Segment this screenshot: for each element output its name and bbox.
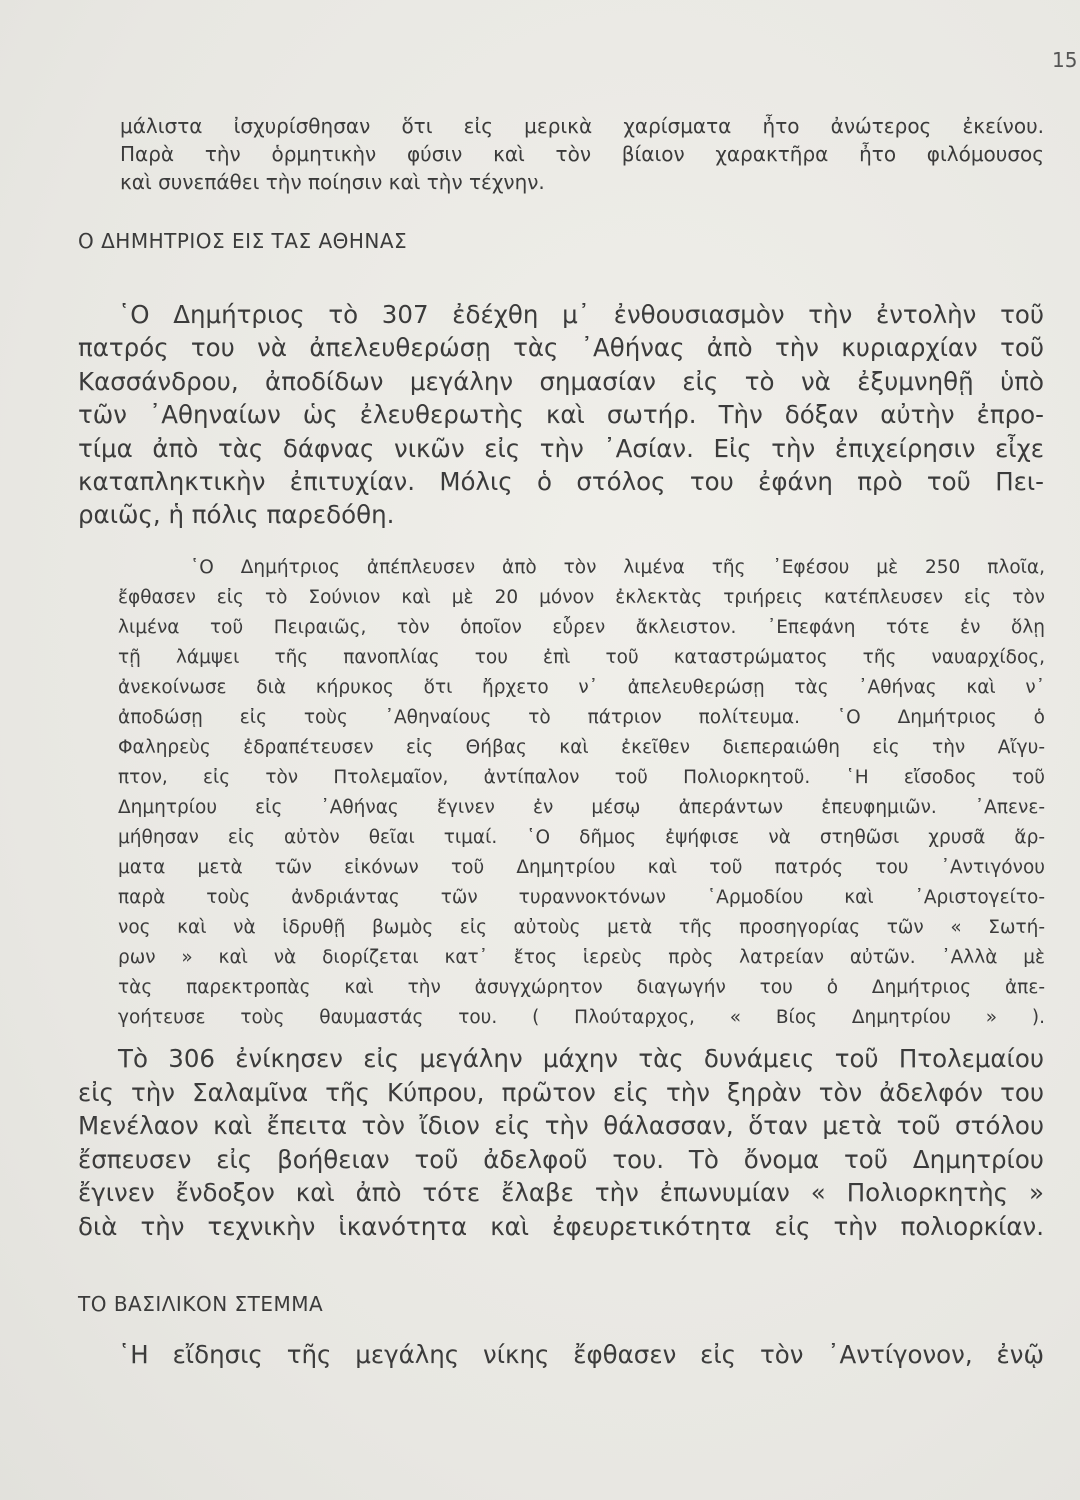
body-paragraph-line: ῾Η εἴδησις τῆς μεγάλης νίκης ἔφθασεν εἰς τὸν ᾿Αντίγονον, ἐνῷ bbox=[118, 1340, 1044, 1369]
intro-paragraph-line: Παρὰ τὴν ὁρμητικὴν φύσιν καὶ τὸν βίαιον χαρακτῆρα ἦτο φιλόμουσος bbox=[120, 142, 1044, 166]
note-paragraph-line: πτον, εἰς τὸν Πτολεμαῖον, ἀντίπαλον τοῦ Πολιορκητοῦ. ῾Η εἴσοδος τοῦ bbox=[118, 767, 1045, 788]
body-paragraph-line: εἰς τὴν Σαλαμῖνα τῆς Κύπρου, πρῶτον εἰς τὴν ξηρὰν τὸν ἀδελφόν του bbox=[78, 1077, 1044, 1107]
note-paragraph-line: ἔφθασεν εἰς τὸ Σούνιον καὶ μὲ 20 μόνον ἐκλεκτὰς τριήρεις κατέπλευσεν εἰς τὸν bbox=[118, 587, 1045, 608]
body-paragraph-line: ραιῶς, ἡ πόλις παρεδόθη. bbox=[78, 500, 395, 530]
body-paragraph-line: Τὸ 306 ἐνίκησεν εἰς μεγάλην μάχην τὰς δυνάμεις τοῦ Πτολεμαίου bbox=[118, 1044, 1044, 1073]
body-paragraph-line: ῾Ο Δημήτριος τὸ 307 ἐδέχθη μ᾿ ἐνθουσιασμὸν τὴν ἐντολὴν τοῦ bbox=[118, 300, 1044, 329]
section-heading: ΤΟ ΒΑΣΙΛΙΚΟΝ ΣΤΕΜΜΑ bbox=[78, 1292, 324, 1316]
body-paragraph-line: ἔγινεν ἔνδοξον καὶ ἀπὸ τότε ἔλαβε τὴν ἐπωνυμίαν « Πολιορκητὴς » bbox=[78, 1178, 1044, 1208]
note-paragraph-line: μήθησαν εἰς αὐτὸν θεῖαι τιμαί. ῾Ο δῆμος ἐψήφισε νὰ στηθῶσι χρυσᾶ ἅρ- bbox=[118, 827, 1045, 848]
section-heading: Ο ΔΗΜΗΤΡΙΟΣ ΕΙΣ ΤΑΣ ΑΘΗΝΑΣ bbox=[78, 229, 408, 253]
note-paragraph-line: ἀνεκοίνωσε διὰ κήρυκος ὅτι ἤρχετο ν᾿ ἀπελευθερώσῃ τὰς ᾿Αθήνας καὶ ν᾿ bbox=[118, 677, 1045, 698]
body-paragraph-line: τῶν ᾿Αθηναίων ὡς ἐλευθερωτὴς καὶ σωτήρ. Τὴν δόξαν αὐτὴν ἐπρο- bbox=[78, 400, 1044, 430]
note-paragraph-line: τῇ λάμψει τῆς πανοπλίας του ἐπὶ τοῦ καταστρώματος τῆς ναυαρχίδος, bbox=[118, 647, 1045, 668]
body-paragraph-line: τίμα ἀπὸ τὰς δάφνας νικῶν εἰς τὴν ᾿Ασίαν. Εἰς τὴν ἐπιχείρησιν εἶχε bbox=[78, 433, 1044, 463]
intro-paragraph-line: καὶ συνεπάθει τὴν ποίησιν καὶ τὴν τέχνην. bbox=[120, 170, 545, 194]
body-paragraph-line: διὰ τὴν τεχνικὴν ἱκανότητα καὶ ἐφευρετικότητα εἰς τὴν πολιορκίαν. bbox=[78, 1212, 1044, 1241]
body-paragraph-line: καταπληκτικὴν ἐπιτυχίαν. Μόλις ὁ στόλος του ἐφάνη πρὸ τοῦ Πει- bbox=[78, 467, 1044, 496]
body-paragraph-line: πατρός του νὰ ἀπελευθερώσῃ τὰς ᾿Αθήνας ἀπὸ τὴν κυριαρχίαν τοῦ bbox=[78, 333, 1044, 363]
note-paragraph-line: τὰς παρεκτροπὰς καὶ τὴν ἀσυγχώρητον διαγωγήν του ὁ Δημήτριος ἀπε- bbox=[118, 977, 1045, 998]
body-paragraph-line: Κασσάνδρου, ἀποδίδων μεγάλην σημασίαν εἰς τὸ νὰ ἐξυμνηθῇ ὑπὸ bbox=[78, 366, 1044, 396]
note-paragraph-line: ματα μετὰ τῶν εἰκόνων τοῦ Δημητρίου καὶ τοῦ πατρός του ᾿Αντιγόνου bbox=[118, 857, 1045, 878]
note-paragraph-line: Φαληρεὺς ἐδραπέτευσεν εἰς Θήβας καὶ ἐκεῖθεν διεπεραιώθη εἰς τὴν Αἴγυ- bbox=[118, 737, 1045, 758]
body-paragraph-line: ἔσπευσεν εἰς βοήθειαν τοῦ ἀδελφοῦ του. Τὸ ὄνομα τοῦ Δημητρίου bbox=[78, 1144, 1044, 1174]
page-number: 15 bbox=[1052, 48, 1078, 72]
note-paragraph-line: λιμένα τοῦ Πειραιῶς, τὸν ὁποῖον εὗρεν ἄκλειστον. ᾿Επεφάνη τότε ἐν ὅλῃ bbox=[118, 617, 1045, 638]
note-paragraph-line: νος καὶ νὰ ἱδρυθῇ βωμὸς εἰς αὐτοὺς μετὰ τῆς προσηγορίας τῶν « Σωτή- bbox=[118, 917, 1045, 938]
note-paragraph-line: ἀποδώσῃ εἰς τοὺς ᾿Αθηναίους τὸ πάτριον πολίτευμα. ῾Ο Δημήτριος ὁ bbox=[118, 707, 1045, 728]
body-paragraph-line: Μενέλαον καὶ ἔπειτα τὸν ἴδιον εἰς τὴν θάλασσαν, ὅταν μετὰ τοῦ στόλου bbox=[78, 1111, 1044, 1141]
note-paragraph-line: ρων » καὶ νὰ διορίζεται κατ᾿ ἔτος ἱερεὺς πρὸς λατρείαν αὐτῶν. ᾿Αλλὰ μὲ bbox=[118, 947, 1045, 968]
note-paragraph-line: Δημητρίου εἰς ᾿Αθήνας ἔγινεν ἐν μέσῳ ἀπεράντων ἐπευφημιῶν. ᾿Απενε- bbox=[118, 797, 1045, 818]
note-paragraph-line: παρὰ τοὺς ἀνδριάντας τῶν τυραννοκτόνων ῾Αρμοδίου καὶ ᾿Αριστογείτο- bbox=[118, 887, 1045, 908]
note-paragraph-line: ῾Ο Δημήτριος ἀπέπλευσεν ἀπὸ τὸν λιμένα τῆς ᾿Εφέσου μὲ 250 πλοῖα, bbox=[190, 557, 1045, 578]
intro-paragraph-line: μάλιστα ἰσχυρίσθησαν ὅτι εἰς μερικὰ χαρίσματα ἦτο ἀνώτερος ἐκείνου. bbox=[120, 114, 1044, 138]
note-paragraph-line: γοήτευσε τοὺς θαυμαστάς του. ( Πλούταρχος, « Βίος Δημητρίου » ). bbox=[118, 1007, 1045, 1028]
